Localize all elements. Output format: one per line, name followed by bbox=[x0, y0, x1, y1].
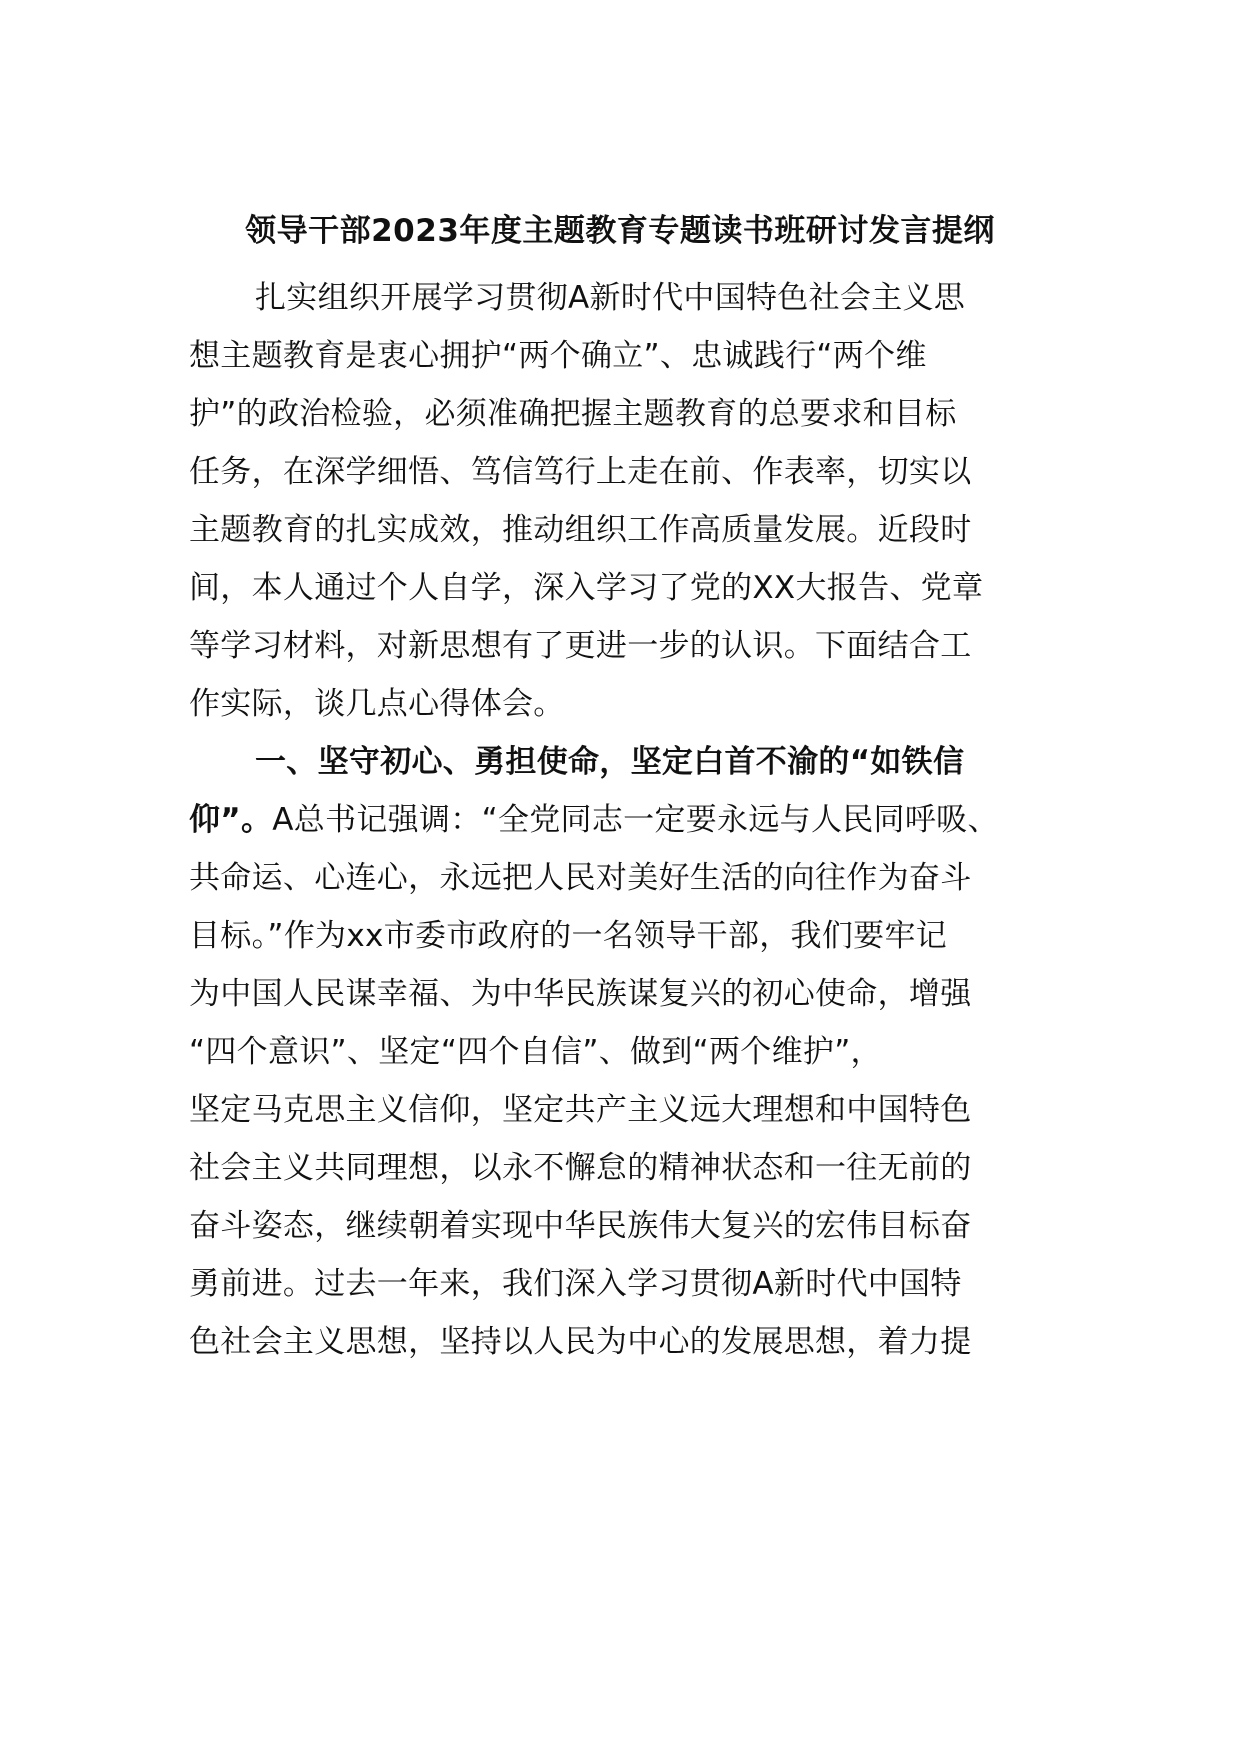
paragraph-line: 为中国人民谋幸福、为中华民族谋复兴的初心使命，增强 bbox=[189, 976, 972, 1012]
section-heading-line2 bbox=[189, 795, 999, 845]
paragraph-line: 任务，在深学细悟、笃信笃行上走在前、作表率，切实以 bbox=[189, 454, 972, 490]
paragraph-line: 护”的政治检验，必须准确把握主题教育的总要求和目标 bbox=[189, 396, 957, 432]
document-title: 领导干部2023年度主题教育专题读书班研讨发言提纲 bbox=[245, 213, 995, 249]
paragraph-line: 勇前进。过去一年来，我们深入学习贯彻A新时代中国特 bbox=[189, 1266, 962, 1302]
paragraph-line: 共命运、心连心，永远把人民对美好生活的向往作为奋斗 bbox=[189, 860, 972, 896]
paragraph-line: 想主题教育是衷心拥护“两个确立”、忠诚践行“两个维 bbox=[189, 338, 927, 374]
paragraph-line: 作实际，谈几点心得体会。 bbox=[189, 686, 565, 722]
quote-intro: A总书记强调：“全党同志一定要永远与人民同呼吸、 bbox=[272, 802, 999, 838]
paragraph-line: 主题教育的扎实成效，推动组织工作高质量发展。近段时 bbox=[189, 512, 972, 548]
section-heading-tail: 仰”。 bbox=[189, 802, 273, 838]
paragraph-line: 坚定马克思主义信仰，坚定共产主义远大理想和中国特色 bbox=[189, 1092, 972, 1128]
paragraph-line: “四个意识”、坚定“四个自信”、做到“两个维护”， bbox=[189, 1034, 882, 1070]
paragraph-line: 社会主义共同理想，以永不懈怠的精神状态和一往无前的 bbox=[189, 1150, 972, 1186]
paragraph-line: 目标。”作为xx市委市政府的一名领导干部，我们要牢记 bbox=[189, 918, 948, 954]
paragraph-line: 扎实组织开展学习贯彻A新时代中国特色社会主义思 bbox=[255, 280, 966, 316]
section-heading: 一、坚守初心、勇担使命，坚定白首不渝的“如铁信 bbox=[255, 744, 965, 780]
paragraph-line: 奋斗姿态，继续朝着实现中华民族伟大复兴的宏伟目标奋 bbox=[189, 1208, 972, 1244]
paragraph-line: 间，本人通过个人自学，深入学习了党的XX大报告、党章 bbox=[189, 570, 984, 606]
paragraph-line: 色社会主义思想，坚持以人民为中心的发展思想，着力提 bbox=[189, 1324, 972, 1360]
paragraph-line: 等学习材料，对新思想有了更进一步的认识。下面结合工 bbox=[189, 628, 972, 664]
